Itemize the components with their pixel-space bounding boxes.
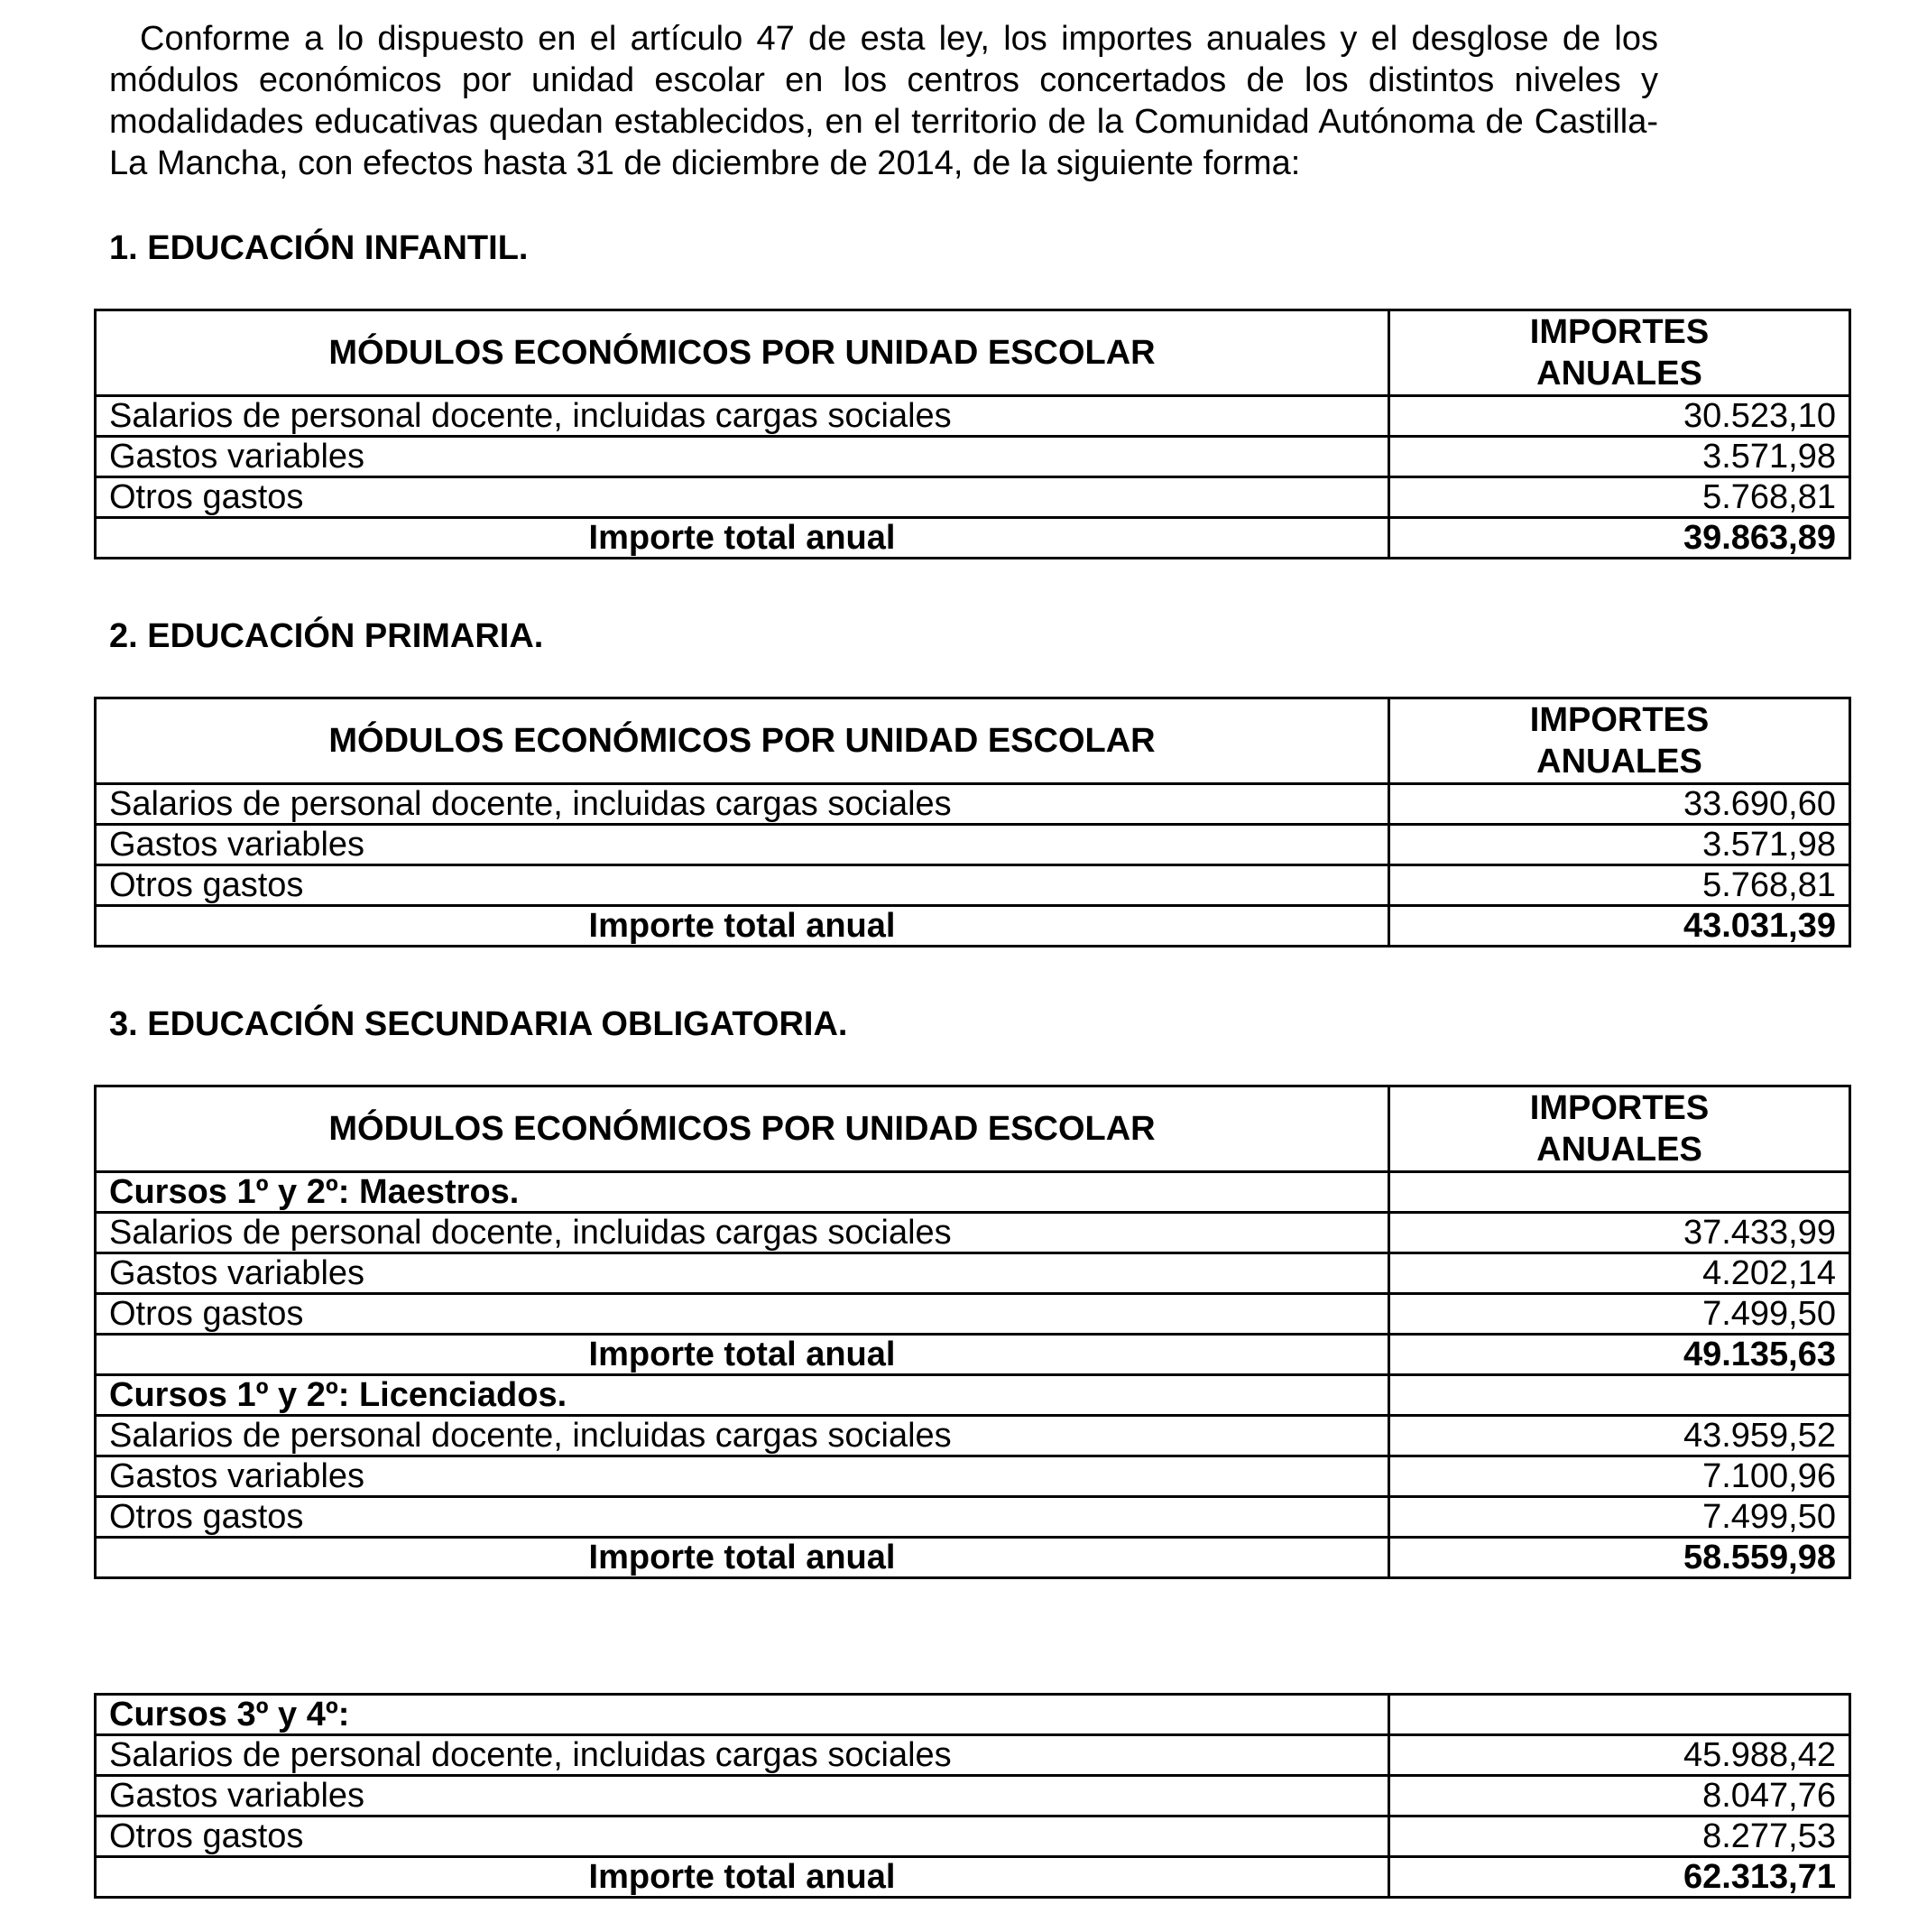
row-value-salaries: 30.523,10 bbox=[1389, 396, 1850, 437]
row-value-variable: 7.100,96 bbox=[1389, 1456, 1850, 1497]
row-value-salaries: 33.690,60 bbox=[1389, 784, 1850, 825]
table-row bbox=[96, 1776, 1850, 1816]
table-row bbox=[96, 1213, 1850, 1253]
group-row-licenciados bbox=[96, 1375, 1850, 1416]
table-header-row bbox=[96, 1086, 1850, 1172]
row-value-other: 8.277,53 bbox=[1389, 1816, 1850, 1857]
group-empty-cell bbox=[1389, 1375, 1850, 1416]
row-value-other: 7.499,50 bbox=[1389, 1497, 1850, 1538]
row-label-total: Importe total anual bbox=[96, 518, 1389, 559]
row-value-variable: 3.571,98 bbox=[1389, 437, 1850, 477]
row-value-salaries: 37.433,99 bbox=[1389, 1213, 1850, 1253]
row-label-variable: Gastos variables bbox=[96, 825, 1389, 865]
section-title-eso: 3. EDUCACIÓN SECUNDARIA OBLIGATORIA. bbox=[109, 1005, 848, 1043]
group-title-maestros: Cursos 1º y 2º: Maestros. bbox=[96, 1172, 1389, 1213]
row-label-total: Importe total anual bbox=[96, 906, 1389, 947]
row-value-total: 58.559,98 bbox=[1389, 1538, 1850, 1578]
table-row bbox=[96, 396, 1850, 437]
row-value-salaries: 43.959,52 bbox=[1389, 1416, 1850, 1456]
header-modules: MÓDULOS ECONÓMICOS POR UNIDAD ESCOLAR bbox=[96, 1086, 1389, 1172]
group-row-cursos-3-4 bbox=[96, 1695, 1850, 1735]
group-row-maestros bbox=[96, 1172, 1850, 1213]
header-amounts: IMPORTES ANUALES bbox=[1389, 698, 1850, 784]
table-row bbox=[96, 784, 1850, 825]
row-value-total: 43.031,39 bbox=[1389, 906, 1850, 947]
section-title-infantil: 1. EDUCACIÓN INFANTIL. bbox=[109, 229, 529, 267]
row-value-other: 5.768,81 bbox=[1389, 477, 1850, 518]
row-label-salaries: Salarios de personal docente, incluidas cargas sociales bbox=[96, 396, 1389, 437]
row-value-total: 39.863,89 bbox=[1389, 518, 1850, 559]
row-label-salaries: Salarios de personal docente, incluidas cargas sociales bbox=[96, 1416, 1389, 1456]
row-label-total: Importe total anual bbox=[96, 1857, 1389, 1898]
row-label-other: Otros gastos bbox=[96, 477, 1389, 518]
row-value-total: 62.313,71 bbox=[1389, 1857, 1850, 1898]
row-value-variable: 4.202,14 bbox=[1389, 1253, 1850, 1294]
row-label-salaries: Salarios de personal docente, incluidas cargas sociales bbox=[96, 784, 1389, 825]
table-row bbox=[96, 477, 1850, 518]
row-label-variable: Gastos variables bbox=[96, 1456, 1389, 1497]
row-label-other: Otros gastos bbox=[96, 1294, 1389, 1335]
table-row-total bbox=[96, 1857, 1850, 1898]
table-row bbox=[96, 1253, 1850, 1294]
row-value-variable: 8.047,76 bbox=[1389, 1776, 1850, 1816]
table-row bbox=[96, 437, 1850, 477]
group-title-cursos-3-4: Cursos 3º y 4º: bbox=[96, 1695, 1389, 1735]
section-title-primaria: 2. EDUCACIÓN PRIMARIA. bbox=[109, 617, 544, 655]
row-label-other: Otros gastos bbox=[96, 1497, 1389, 1538]
table-row bbox=[96, 1456, 1850, 1497]
table-row bbox=[96, 1816, 1850, 1857]
table-infantil bbox=[94, 309, 1851, 559]
row-value-salaries: 45.988,42 bbox=[1389, 1735, 1850, 1776]
row-label-variable: Gastos variables bbox=[96, 1253, 1389, 1294]
intro-paragraph: Conforme a lo dispuesto en el artículo 47 de esta ley, los importes anuales y el desglose de los módulos económicos por unidad escolar en los centros concertados de los distintos niveles y modalidades educativas quedan establecidos, en el territorio de la Comunidad Autónoma de Castilla-La Mancha, con efectos hasta 31 de diciembre de 2014, de la siguiente forma: bbox=[109, 20, 1658, 182]
group-title-licenciados: Cursos 1º y 2º: Licenciados. bbox=[96, 1375, 1389, 1416]
header-modules: MÓDULOS ECONÓMICOS POR UNIDAD ESCOLAR bbox=[96, 698, 1389, 784]
row-label-total: Importe total anual bbox=[96, 1335, 1389, 1375]
row-label-salaries: Salarios de personal docente, incluidas cargas sociales bbox=[96, 1213, 1389, 1253]
table-header-row bbox=[96, 698, 1850, 784]
table-row-total bbox=[96, 906, 1850, 947]
row-label-total: Importe total anual bbox=[96, 1538, 1389, 1578]
row-value-other: 5.768,81 bbox=[1389, 865, 1850, 906]
row-value-other: 7.499,50 bbox=[1389, 1294, 1850, 1335]
group-empty-cell bbox=[1389, 1172, 1850, 1213]
table-row bbox=[96, 1497, 1850, 1538]
table-eso-cursos-3-4 bbox=[94, 1693, 1851, 1899]
table-header-row bbox=[96, 310, 1850, 396]
row-label-variable: Gastos variables bbox=[96, 1776, 1389, 1816]
table-row bbox=[96, 1735, 1850, 1776]
row-label-other: Otros gastos bbox=[96, 1816, 1389, 1857]
table-row-total bbox=[96, 1538, 1850, 1578]
group-empty-cell bbox=[1389, 1695, 1850, 1735]
row-label-variable: Gastos variables bbox=[96, 437, 1389, 477]
table-row-total bbox=[96, 1335, 1850, 1375]
row-label-other: Otros gastos bbox=[96, 865, 1389, 906]
row-label-salaries: Salarios de personal docente, incluidas cargas sociales bbox=[96, 1735, 1389, 1776]
table-row bbox=[96, 865, 1850, 906]
row-value-total: 49.135,63 bbox=[1389, 1335, 1850, 1375]
table-row bbox=[96, 1294, 1850, 1335]
header-modules: MÓDULOS ECONÓMICOS POR UNIDAD ESCOLAR bbox=[96, 310, 1389, 396]
table-eso-cursos-1-2 bbox=[94, 1085, 1851, 1579]
table-row-total bbox=[96, 518, 1850, 559]
table-row bbox=[96, 825, 1850, 865]
header-amounts: IMPORTES ANUALES bbox=[1389, 310, 1850, 396]
header-amounts: IMPORTES ANUALES bbox=[1389, 1086, 1850, 1172]
table-row bbox=[96, 1416, 1850, 1456]
row-value-variable: 3.571,98 bbox=[1389, 825, 1850, 865]
table-primaria bbox=[94, 697, 1851, 948]
